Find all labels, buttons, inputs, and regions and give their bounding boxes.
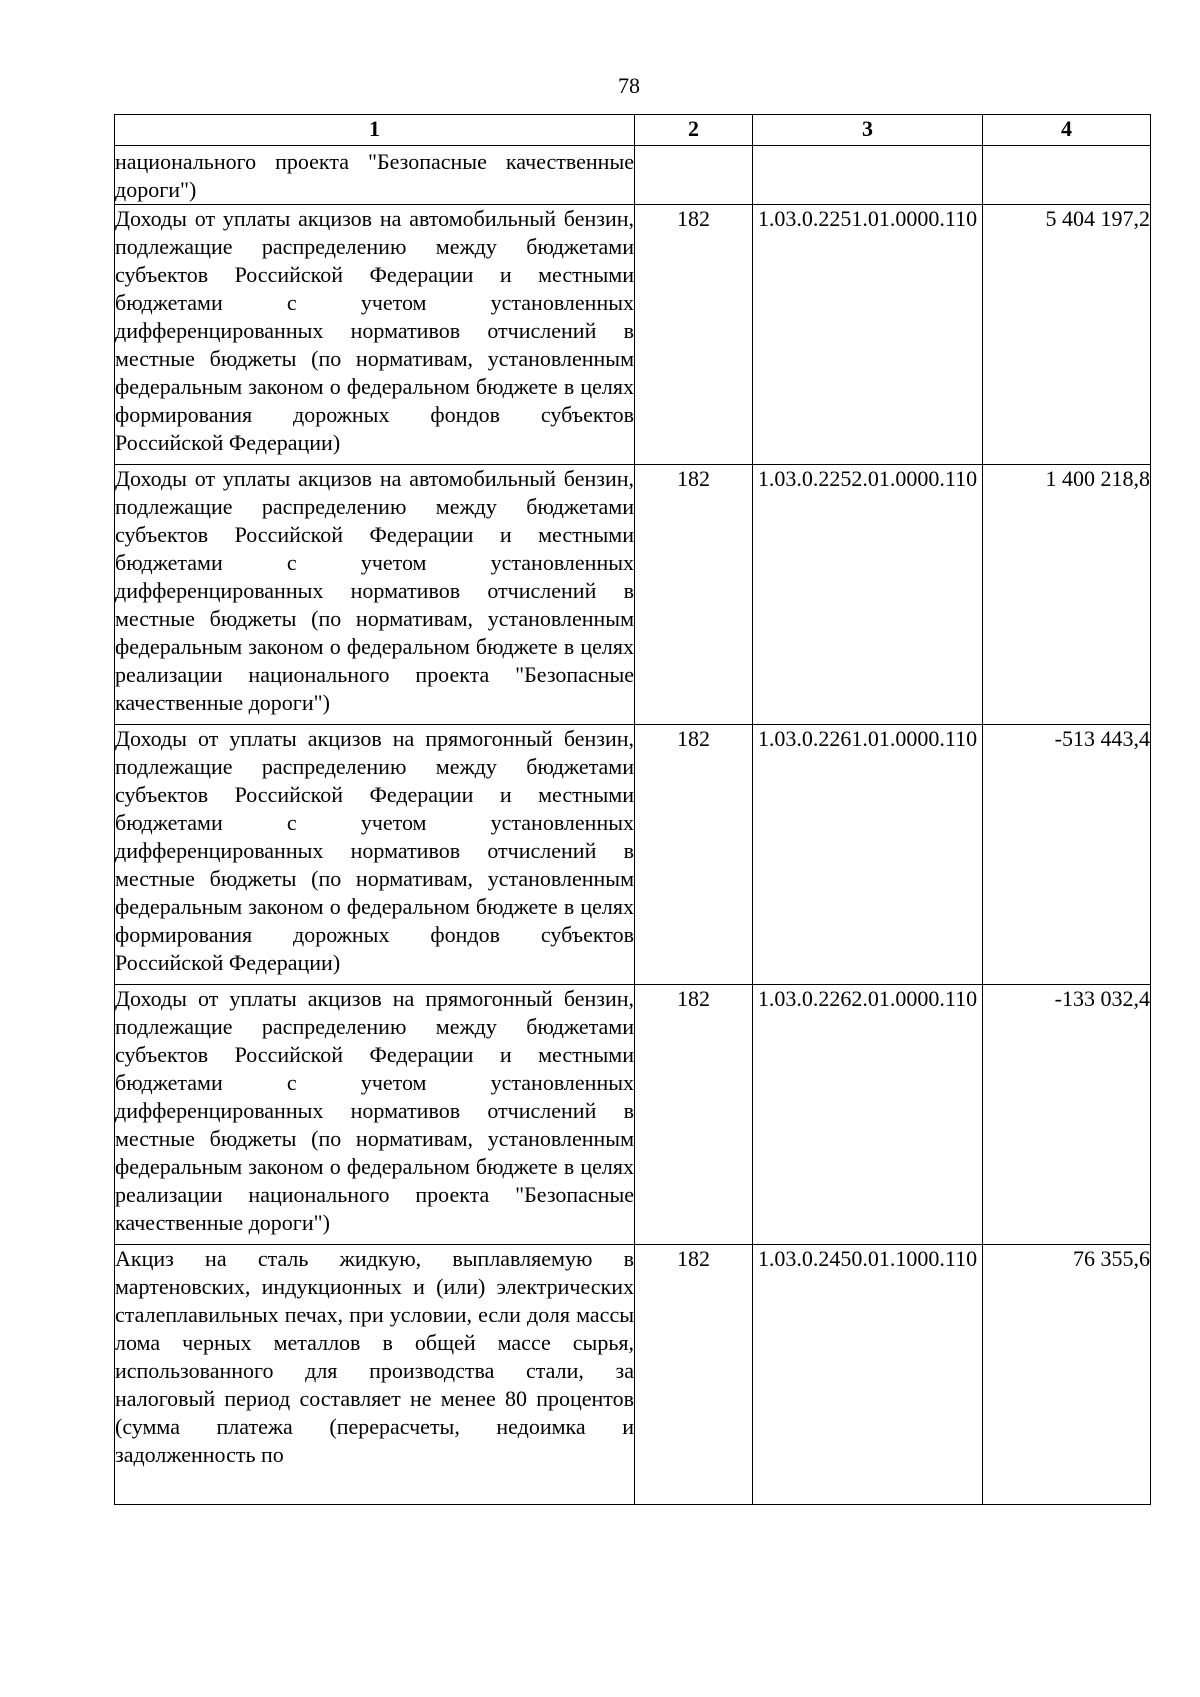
row-budget-code: 1.03.0.2262.01.0000.110: [753, 985, 983, 1245]
row-amount: 5 404 197,2: [983, 205, 1151, 465]
row-budget-code: 1.03.0.2251.01.0000.110: [753, 205, 983, 465]
table-row: [115, 725, 1151, 985]
row-description: Доходы от уплаты акцизов на прямогонный бензин, подлежащие распределению между бюджетами субъектов Российской Федерации и местными бюджетами с учетом установленных дифференцированных нормативов отчислений в местные бюджеты (по нормативам, установленным федеральным законом о федеральном бюджете в целях формирования дорожных фондов субъектов Российской Федерации): [115, 725, 635, 985]
table-row: [115, 205, 1151, 465]
row-budget-code: 1.03.0.2450.01.1000.110: [753, 1245, 983, 1505]
column-header-1: 1: [115, 115, 635, 146]
column-header-4: 4: [983, 115, 1151, 146]
row-admin-code: 182: [635, 1245, 753, 1505]
row-description: Доходы от уплаты акцизов на автомобильный бензин, подлежащие распределению между бюджетами субъектов Российской Федерации и местными бюджетами с учетом установленных дифференцированных нормативов отчислений в местные бюджеты (по нормативам, установленным федеральным законом о федеральном бюджете в целях реализации национального проекта "Безопасные качественные дороги"): [115, 465, 635, 725]
column-header-2: 2: [635, 115, 753, 146]
row-budget-code: 1.03.0.2252.01.0000.110: [753, 465, 983, 725]
row-amount: -133 032,4: [983, 985, 1151, 1245]
row-budget-code: 1.03.0.2261.01.0000.110: [753, 725, 983, 985]
table-row: [115, 1245, 1151, 1505]
row-amount: -513 443,4: [983, 725, 1151, 985]
row-admin-code: 182: [635, 725, 753, 985]
budget-revenue-table: [114, 114, 1151, 1505]
column-header-3: 3: [753, 115, 983, 146]
row-admin-code: 182: [635, 205, 753, 465]
row-budget-code: [753, 146, 983, 205]
row-description: Доходы от уплаты акцизов на автомобильный бензин, подлежащие распределению между бюджетами субъектов Российской Федерации и местными бюджетами с учетом установленных дифференцированных нормативов отчислений в местные бюджеты (по нормативам, установленным федеральным законом о федеральном бюджете в целях формирования дорожных фондов субъектов Российской Федерации): [115, 205, 635, 465]
row-amount: 1 400 218,8: [983, 465, 1151, 725]
row-amount: 76 355,6: [983, 1245, 1151, 1505]
row-description: Акциз на сталь жидкую, выплавляемую в мартеновских, индукционных и (или) электрических сталеплавильных печах, при условии, если доля массы лома черных металлов в общей массе сырья, использованного для производства стали, за налоговый период составляет не менее 80 процентов (сумма платежа (перерасчеты, недоимка и задолженность по: [115, 1245, 635, 1505]
page-number: 78: [618, 73, 640, 98]
table-row: [115, 465, 1151, 725]
row-admin-code: 182: [635, 465, 753, 725]
table-row-continuation: [115, 146, 1151, 205]
table-row: [115, 985, 1151, 1245]
table-header-row: [115, 115, 1151, 146]
row-admin-code: [635, 146, 753, 205]
row-description: Доходы от уплаты акцизов на прямогонный бензин, подлежащие распределению между бюджетами субъектов Российской Федерации и местными бюджетами с учетом установленных дифференцированных нормативов отчислений в местные бюджеты (по нормативам, установленным федеральным законом о федеральном бюджете в целях реализации национального проекта "Безопасные качественные дороги"): [115, 985, 635, 1245]
row-admin-code: 182: [635, 985, 753, 1245]
row-description: национального проекта "Безопасные качественные дороги"): [115, 146, 635, 205]
row-amount: [983, 146, 1151, 205]
